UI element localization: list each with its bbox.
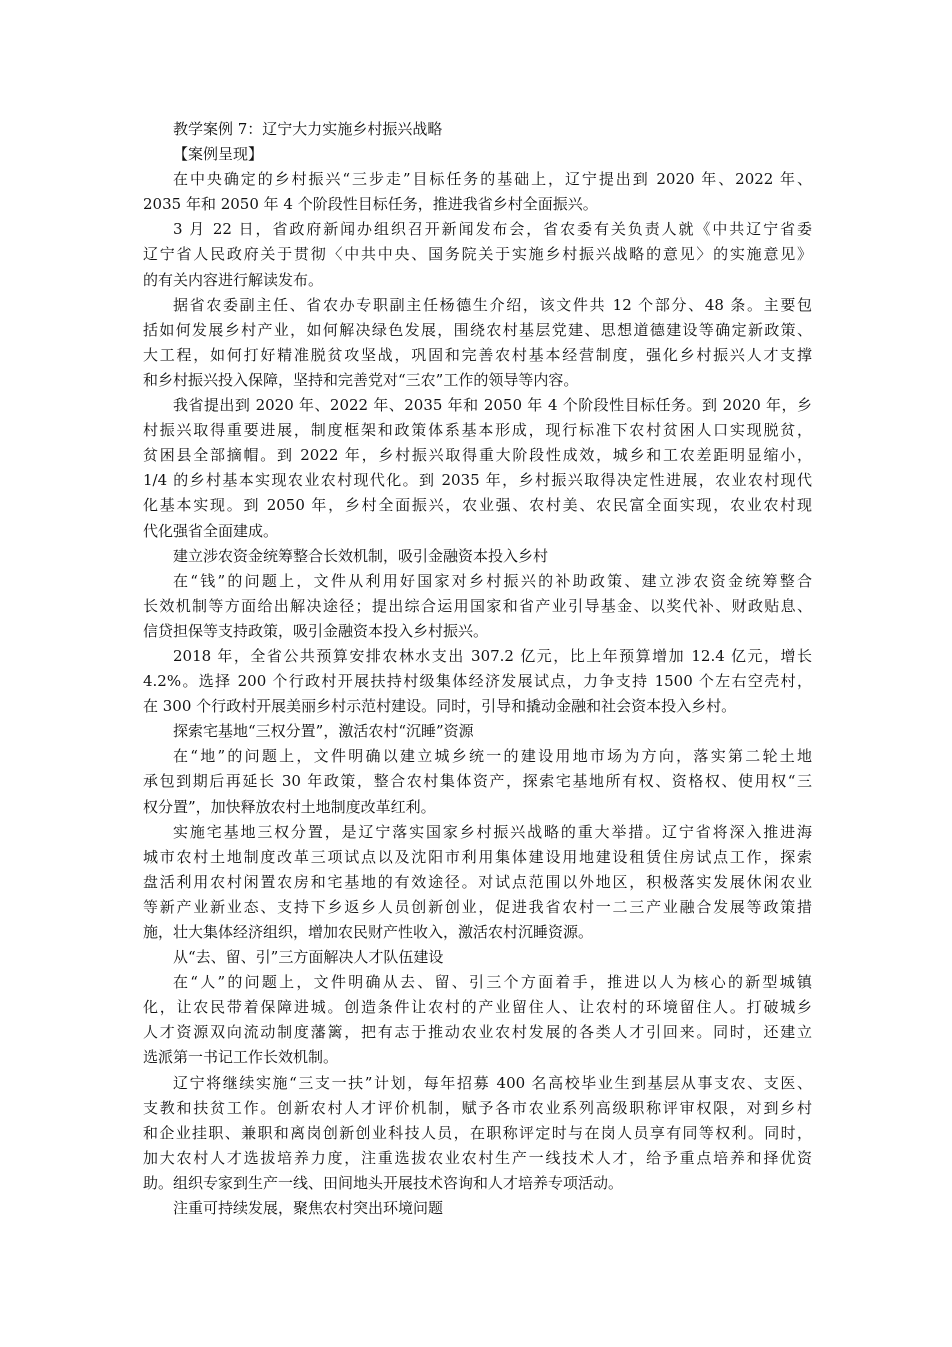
text-line: 贫困县全部摘帽。到 2022 年，乡村振兴取得重大阶段性成效，城乡和工农差距明显缩小， xyxy=(143,446,812,465)
text-line: 辽宁将继续实施“三支一扶”计划，每年招募 400 名高校毕业生到基层从事支农、支医、 xyxy=(173,1073,812,1092)
text-line: 辽宁省人民政府关于贯彻〈中共中央、国务院关于实施乡村振兴战略的意见〉的实施意见》 xyxy=(143,245,812,264)
text-line: 探索宅基地“三权分置”，激活农村“沉睡”资源 xyxy=(173,722,474,741)
text-line: 人才资源双向流动制度藩篱，把有志于推动农业农村发展的各类人才引回来。同时，还建立 xyxy=(143,1023,812,1042)
text-line: 在中央确定的乡村振兴“三步走”目标任务的基础上，辽宁提出到 2020 年、2022 年、 xyxy=(173,170,812,189)
text-line: 实施宅基地三权分置，是辽宁落实国家乡村振兴战略的重大举措。辽宁省将深入推进海 xyxy=(173,822,812,841)
text-line: 我省提出到 2020 年、2022 年、2035 年和 2050 年 4 个阶段性目标任务。到 2020 年，乡 xyxy=(173,396,812,415)
text-line: 大工程，如何打好精准脱贫攻坚战，巩固和完善农村基本经营制度，强化乡村振兴人才支撑 xyxy=(143,345,812,364)
text-line: 3 月 22 日，省政府新闻办组织召开新闻发布会，省农委有关负责人就《中共辽宁省委 xyxy=(173,220,812,239)
text-line: 承包到期后再延长 30 年政策，整合农村集体资产，探索宅基地所有权、资格权、使用权“三 xyxy=(143,772,812,791)
text-line: 支教和扶贫工作。创新农村人才评价机制，赋予各市农业系列高级职称评审权限，对到乡村 xyxy=(143,1098,812,1117)
text-line: 盘活利用农村闲置农房和宅基地的有效途径。对试点范围以外地区，积极落实发展休闲农业 xyxy=(143,872,812,891)
text-line: 括如何发展乡村产业，如何解决绿色发展，围绕农村基层党建、思想道德建设等确定新政策、 xyxy=(143,320,812,339)
text-line: 在“钱”的问题上，文件从利用好国家对乡村振兴的补助政策、建立涉农资金统筹整合 xyxy=(173,571,812,590)
text-line: 长效机制等方面给出解决途径；提出综合运用国家和省产业引导基金、以奖代补、财政贴息、 xyxy=(143,596,812,615)
text-line: 城市农村土地制度改革三项试点以及沈阳市利用集体建设用地建设租赁住房试点工作，探索 xyxy=(143,847,812,866)
text-line: 权分置”，加快释放农村土地制度改革红利。 xyxy=(143,797,436,816)
text-line: 选派第一书记工作长效机制。 xyxy=(143,1048,339,1067)
document-body xyxy=(143,117,812,1221)
text-line: 化基本实现。到 2050 年，乡村全面振兴，农业强、农村美、农民富全面实现，农业农村现 xyxy=(143,496,812,515)
text-line: 1/4 的乡村基本实现农业农村现代化。到 2035 年，乡村振兴取得决定性进展，农业农村现代 xyxy=(143,471,812,490)
text-line: 等新产业新业态、支持下乡返乡人员创新创业，促进我省农村一二三产业融合发展等政策措 xyxy=(143,897,812,916)
text-line: 信贷担保等支持政策，吸引金融资本投入乡村振兴。 xyxy=(143,621,489,640)
text-line: 建立涉农资金统筹整合长效机制，吸引金融资本投入乡村 xyxy=(173,546,549,565)
text-line: 村振兴取得重要进展，制度框架和政策体系基本形成，现行标准下农村贫困人口实现脱贫， xyxy=(143,421,812,440)
text-line: 助。组织专家到生产一线、田间地头开展技术咨询和人才培养专项活动。 xyxy=(143,1173,624,1192)
text-line: 和企业挂职、兼职和离岗创新创业科技人员，在职称评定时与在岗人员享有同等权利。同时， xyxy=(143,1123,812,1142)
text-line: 在“人”的问题上，文件明确从去、留、引三个方面着手，推进以人为核心的新型城镇 xyxy=(173,973,812,992)
text-line: 2035 年和 2050 年 4 个阶段性目标任务，推进我省乡村全面振兴。 xyxy=(143,195,598,214)
text-line: 代化强省全面建成。 xyxy=(143,521,279,540)
text-line: 在 300 个行政村开展美丽乡村示范村建设。同时，引导和撬动金融和社会资本投入乡村。 xyxy=(143,697,737,716)
text-line: 4.2%。选择 200 个行政村开展扶持村级集体经济发展试点，力争支持 1500 个左右空壳村， xyxy=(143,672,812,691)
text-line: 在“地”的问题上，文件明确以建立城乡统一的建设用地市场为方向，落实第二轮土地 xyxy=(173,747,812,766)
document-title: 教学案例 7：辽宁大力实施乡村振兴战略 xyxy=(173,120,443,138)
text-line: 2018 年，全省公共预算安排农林水支出 307.2 亿元，比上年预算增加 12.4 亿元，增长 xyxy=(173,646,812,665)
text-line: 施，壮大集体经济组织，增加农民财产性收入，激活农村沉睡资源。 xyxy=(143,923,594,941)
text-line: 据省农委副主任、省农办专职副主任杨德生介绍，该文件共 12 个部分、48 条。主要包 xyxy=(173,295,812,314)
text-line: 注重可持续发展，聚焦农村突出环境问题 xyxy=(173,1199,444,1218)
text-line: 的有关内容进行解读发布。 xyxy=(143,270,324,289)
section-heading: 【案例呈现】 xyxy=(173,145,264,164)
text-line: 加大农村人才选拔培养力度，注重选拔农业农村生产一线技术人才，给予重点培养和择优资 xyxy=(143,1148,812,1167)
text-line: 化，让农民带着保障进城。创造条件让农村的产业留住人、让农村的环境留住人。打破城乡 xyxy=(143,998,812,1017)
text-line: 和乡村振兴投入保障，坚持和完善党对“三农”工作的领导等内容。 xyxy=(143,370,579,389)
text-line: 从“去、留、引”三方面解决人才队伍建设 xyxy=(173,948,444,967)
